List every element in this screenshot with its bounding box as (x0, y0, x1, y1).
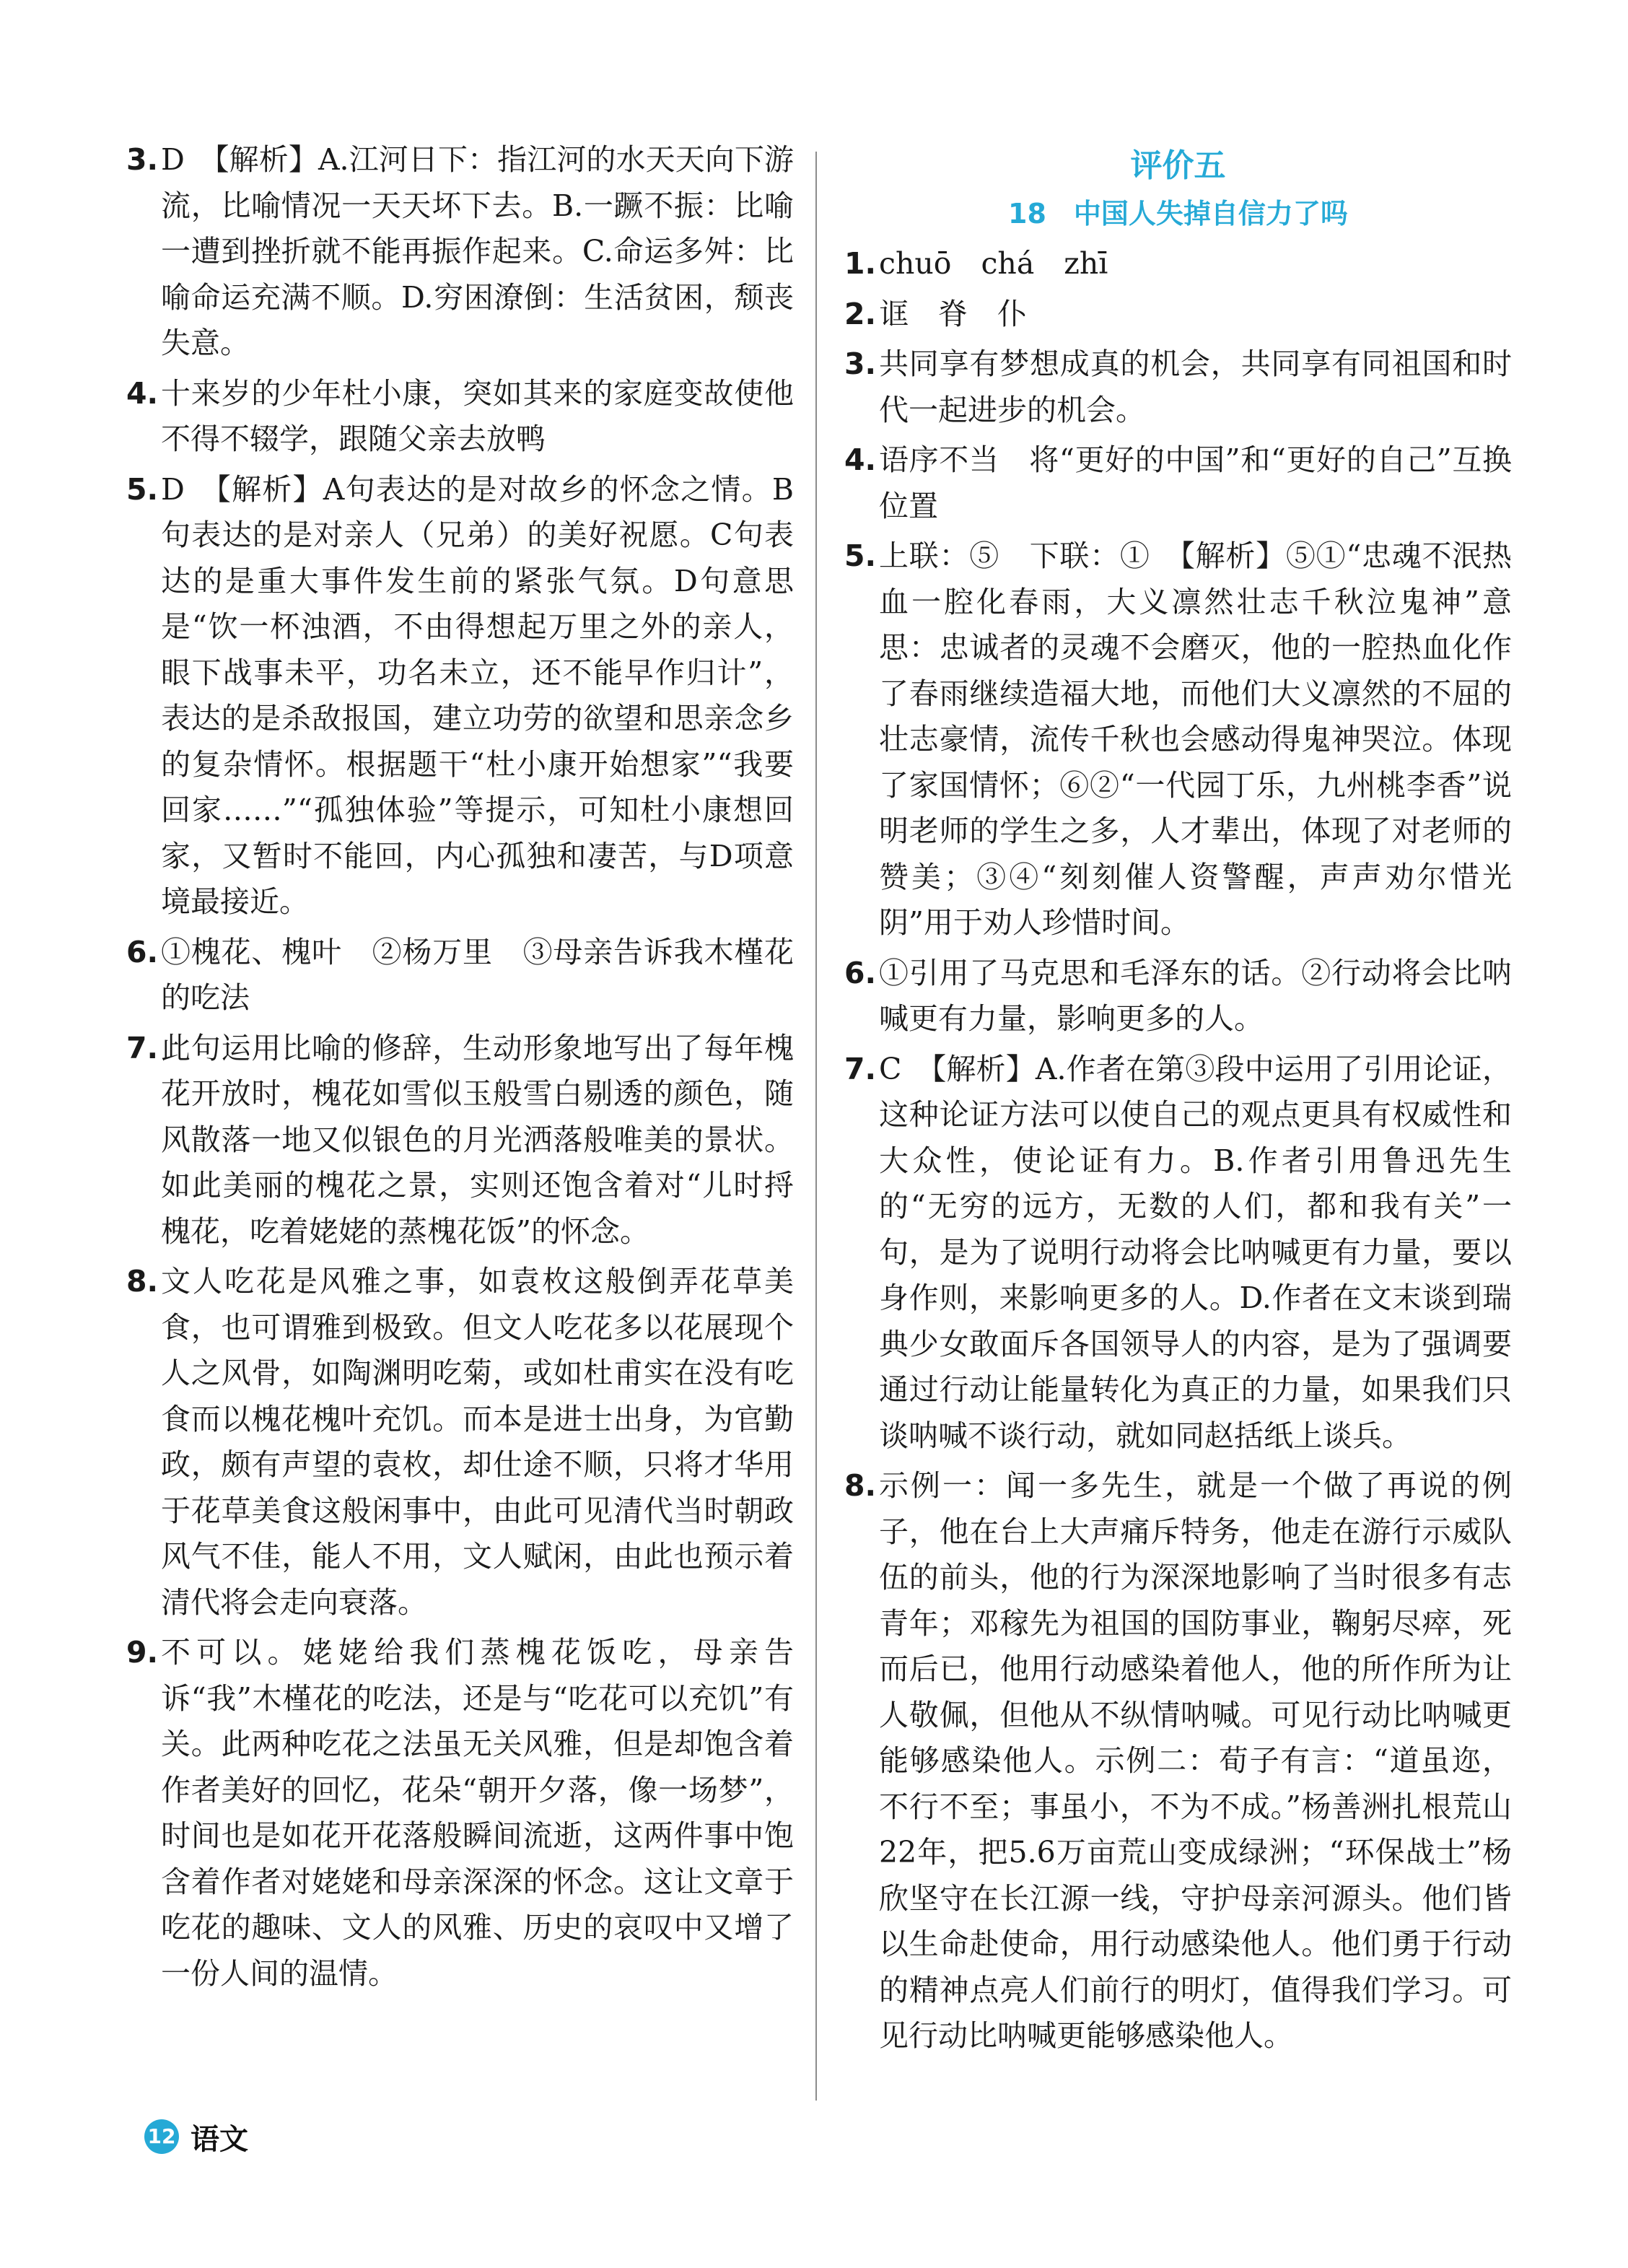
item-text: 共同享有梦想成真的机会，共同享有同祖国和时代一起进步的机会。 (879, 346, 1512, 427)
answer-item (126, 371, 794, 463)
page-number: 12 (144, 2119, 179, 2154)
column-divider (815, 152, 817, 2101)
item-number: 4. (126, 375, 159, 411)
subject-label: 语文 (191, 2122, 248, 2156)
answer-item (844, 533, 1512, 946)
item-number: 5. (844, 538, 877, 573)
item-number: 7. (126, 1030, 159, 1065)
item-text: 不可以。姥姥给我们蒸槐花饭吃，母亲告诉“我”木槿花的吃法，还是与“吃花可以充饥”有关。此两种吃花之法虽无关风雅，但是却饱含着作者美好的回忆，花朵“朝开夕落，像一场梦”，时间也是如花开花落般瞬间流逝，这两件事中饱含着作者对姥姥和母亲深深的怀念。这让文章于吃花的趣味、文人的风雅、历史的哀叹中又增了一份人间的温情。 (161, 1635, 794, 1991)
item-text: 文人吃花是风雅之事，如袁枚这般倒弄花草美食，也可谓雅到极致。但文人吃花多以花展现个人之风骨，如陶渊明吃菊，或如杜甫实在没有吃食而以槐花槐叶充饥。而本是进士出身，为官勤政，颇有声望的袁枚，却仕途不顺，只将才华用于花草美食这般闲事中，由此可见清代当时朝政风气不佳，能人不用，文人赋闲，由此也预示着清代将会走向衰落。 (161, 1264, 794, 1620)
item-text: 上联：⑤ 下联：① 【解析】⑤①“忠魂不泯热血一腔化春雨，大义凛然壮志千秋泣鬼神”意思：忠诚者的灵魂不会磨灭，他的一腔热血化作了春雨继续造福大地，而他们大义凛然的不屈的壮志豪情，流传千秋也会感动得鬼神哭泣。体现了家国情怀；⑥②“一代园丁乐，九州桃李香”说明老师的学生之多，人才辈出，体现了对老师的赞美；③④“刻刻催人资警醒，声声劝尔惜光阴”用于劝人珍惜时间。 (879, 538, 1512, 940)
section-title: 评价五 (1130, 147, 1226, 184)
answer-item (126, 1630, 794, 1997)
page-footer (144, 2115, 248, 2158)
item-text: 语序不当 将“更好的中国”和“更好的自己”互换位置 (879, 442, 1512, 523)
item-number: 8. (844, 1468, 877, 1503)
item-number: 8. (126, 1264, 159, 1299)
item-number: 1. (844, 246, 877, 281)
left-column (126, 137, 794, 2001)
answer-item (844, 292, 1512, 338)
answer-item (126, 467, 794, 925)
answer-item (844, 1463, 1512, 2059)
item-number: 3. (126, 142, 159, 177)
item-number: 3. (844, 346, 877, 381)
answer-item (126, 1026, 794, 1255)
answer-item (126, 930, 794, 1021)
item-text: D 【解析】A句表达的是对故乡的怀念之情。B句表达的是对亲人（兄弟）的美好祝愿。C句表达的是重大事件发生前的紧张气氛。D句意思是“饮一杯浊酒，不由得想起万里之外的亲人，眼下战事未平，功名未立，还不能早作归计”，表达的是杀敌报国，建立功劳的欲望和思亲念乡的复杂情怀。根据题干“杜小康开始想家”“我要回家……”“孤独体验”等提示，可知杜小康想回家，又暂时不能回，内心孤独和凄苦，与D项意境最接近。 (161, 471, 794, 919)
item-number: 2. (844, 296, 877, 331)
answer-item (126, 1259, 794, 1626)
item-text: 此句运用比喻的修辞，生动形象地写出了每年槐花开放时，槐花如雪似玉般雪白剔透的颜色，随风散落一地又似银色的月光洒落般唯美的景状。如此美丽的槐花之景，实则还饱含着对“儿时捋槐花，吃着姥姥的蒸槐花饭”的怀念。 (161, 1030, 794, 1249)
item-number: 5. (126, 471, 159, 507)
answer-item (844, 341, 1512, 433)
answer-item (126, 137, 794, 367)
item-text: ①槐花、槐叶 ②杨万里 ③母亲告诉我木槿花的吃法 (161, 934, 794, 1015)
item-number: 9. (126, 1635, 159, 1670)
item-text: ①引用了马克思和毛泽东的话。②行动将会比呐喊更有力量，影响更多的人。 (879, 955, 1512, 1036)
answer-item (844, 437, 1512, 529)
answer-item (844, 241, 1512, 287)
right-column (844, 144, 1512, 2064)
item-text: 诓 脊 仆 (879, 296, 1027, 331)
item-text: D 【解析】A.江河日下：指江河的水天天向下游流，比喻情况一天天坏下去。B.一蹶不振：比喻一遭到挫折就不能再振作起来。C.命运多舛：比喻命运充满不顺。D.穷困潦倒：生活贫困，颓丧失意。 (161, 142, 794, 360)
item-number: 6. (126, 934, 159, 969)
answer-item (844, 951, 1512, 1042)
answer-item (844, 1047, 1512, 1460)
item-text: 示例一：闻一多先生，就是一个做了再说的例子，他在台上大声痛斥特务，他走在游行示威队伍的前头，他的行为深深地影响了当时很多有志青年；邓稼先为祖国的国防事业，鞠躬尽瘁，死而后已，他用行动感染着他人，他的所作所为让人敬佩，但他从不纵情呐喊。可见行动比呐喊更能够感染他人。示例二：荀子有言：“道虽迩，不行不至；事虽小，不为不成。”杨善洲扎根荒山22年，把5.6万亩荒山变成绿洲；“环保战士”杨欣坚守在长江源一线，守护母亲河源头。他们皆以生命赴使命，用行动感染他人。他们勇于行动的精神点亮人们前行的明灯，值得我们学习。可见行动比呐喊更能够感染他人。 (879, 1468, 1512, 2053)
item-text: chuō chá zhī (879, 246, 1108, 281)
lesson-title: 18 中国人失掉自信力了吗 (1008, 198, 1348, 230)
item-number: 4. (844, 442, 877, 477)
item-text: 十来岁的少年杜小康，突如其来的家庭变故使他不得不辍学，跟随父亲去放鸭 (161, 375, 794, 456)
item-number: 7. (844, 1051, 877, 1086)
item-number: 6. (844, 955, 877, 990)
item-text: C 【解析】A.作者在第③段中运用了引用论证，这种论证方法可以使自己的观点更具有权威性和大众性，使论证有力。B.作者引用鲁迅先生的“无穷的远方，无数的人们，都和我有关”一句，是为了说明行动将会比呐喊更有力量，要以身作则，来影响更多的人。D.作者在文末谈到瑞典少女敢面斥各国领导人的内容，是为了强调要通过行动让能量转化为真正的力量，如果我们只谈呐喊不谈行动，就如同赵括纸上谈兵。 (879, 1051, 1512, 1453)
